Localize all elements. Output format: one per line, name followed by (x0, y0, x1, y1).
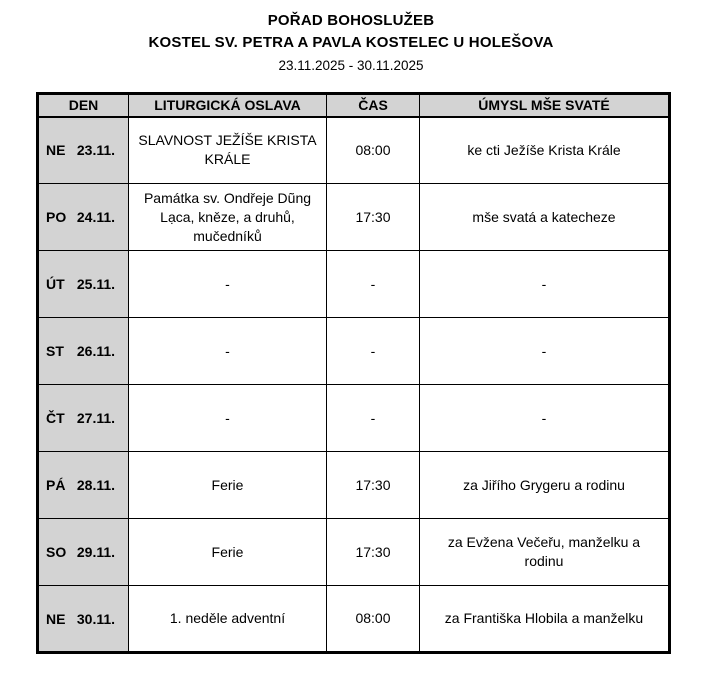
day-cell (38, 519, 129, 586)
day-date: 29.11. (76, 544, 116, 560)
day-date: 24.11. (76, 209, 116, 225)
celebration-cell: Ferie (129, 519, 327, 586)
day-abbreviation: SO (46, 544, 67, 560)
day-abbreviation: NE (46, 142, 66, 159)
day-abbreviation: PO (46, 209, 67, 225)
mass-schedule-table (36, 92, 671, 654)
time-cell: 17:30 (327, 184, 420, 251)
table-row (38, 385, 670, 452)
day-date: 26.11. (76, 343, 116, 359)
table-row (38, 586, 670, 653)
day-date: 23.11. (76, 142, 116, 159)
day-abbreviation: ST (46, 343, 64, 359)
celebration-cell: SLAVNOST JEŽÍŠE KRISTA KRÁLE (129, 117, 327, 184)
table-row (38, 184, 670, 251)
day-date: 25.11. (76, 276, 116, 292)
intention-cell: mše svatá a katecheze (420, 184, 670, 251)
column-header-time: ČAS (327, 94, 420, 117)
church-name: KOSTEL SV. PETRA A PAVLA KOSTELEC U HOLEŠOVA (148, 34, 554, 51)
intention-cell: za Jiřího Grygeru a rodinu (420, 452, 670, 519)
column-header-intention: ÚMYSL MŠE SVATÉ (420, 94, 670, 117)
time-cell: 08:00 (327, 586, 420, 653)
celebration-cell: Památka sv. Ondřeje Dũng Lạca, kněze, a druhů, mučedníků (129, 184, 327, 251)
document-title: POŘAD BOHOSLUŽEB (267, 12, 435, 29)
time-cell: 17:30 (327, 519, 420, 586)
time-cell: 17:30 (327, 452, 420, 519)
day-cell (38, 452, 129, 519)
celebration-cell: 1. neděle adventní (129, 586, 327, 653)
intention-cell: za Františka Hlobila a manželku (420, 586, 670, 653)
day-date: 27.11. (76, 410, 116, 426)
intention-cell: - (420, 385, 670, 452)
day-abbreviation: ČT (46, 410, 65, 426)
intention-cell: za Evžena Večeřu, manželku a rodinu (420, 519, 670, 586)
intention-cell: ke cti Ježíše Krista Krále (420, 117, 670, 184)
day-abbreviation: NE (46, 610, 66, 627)
day-cell (38, 117, 129, 184)
table-row (38, 117, 670, 184)
celebration-cell: - (129, 385, 327, 452)
celebration-cell: - (129, 318, 327, 385)
time-cell: - (327, 251, 420, 318)
column-header-day: DEN (38, 94, 129, 117)
day-cell (38, 385, 129, 452)
time-cell: - (327, 385, 420, 452)
day-date: 28.11. (76, 477, 116, 493)
document-header (0, 10, 702, 76)
table-row (38, 251, 670, 318)
time-cell: - (327, 318, 420, 385)
day-cell (38, 586, 129, 653)
table-row (38, 452, 670, 519)
table-body (38, 117, 670, 653)
intention-cell: - (420, 251, 670, 318)
celebration-cell: Ferie (129, 452, 327, 519)
table-row (38, 519, 670, 586)
day-date: 30.11. (76, 610, 116, 627)
celebration-cell: - (129, 251, 327, 318)
intention-cell: - (420, 318, 670, 385)
table-header (38, 94, 670, 117)
table-header-row (38, 94, 670, 117)
time-cell: 08:00 (327, 117, 420, 184)
date-range: 23.11.2025 - 30.11.2025 (278, 58, 424, 73)
column-header-celebration: LITURGICKÁ OSLAVA (129, 94, 327, 117)
day-cell (38, 251, 129, 318)
day-abbreviation: PÁ (46, 477, 66, 493)
day-cell (38, 184, 129, 251)
day-abbreviation: ÚT (46, 276, 65, 292)
table-row (38, 318, 670, 385)
day-cell (38, 318, 129, 385)
